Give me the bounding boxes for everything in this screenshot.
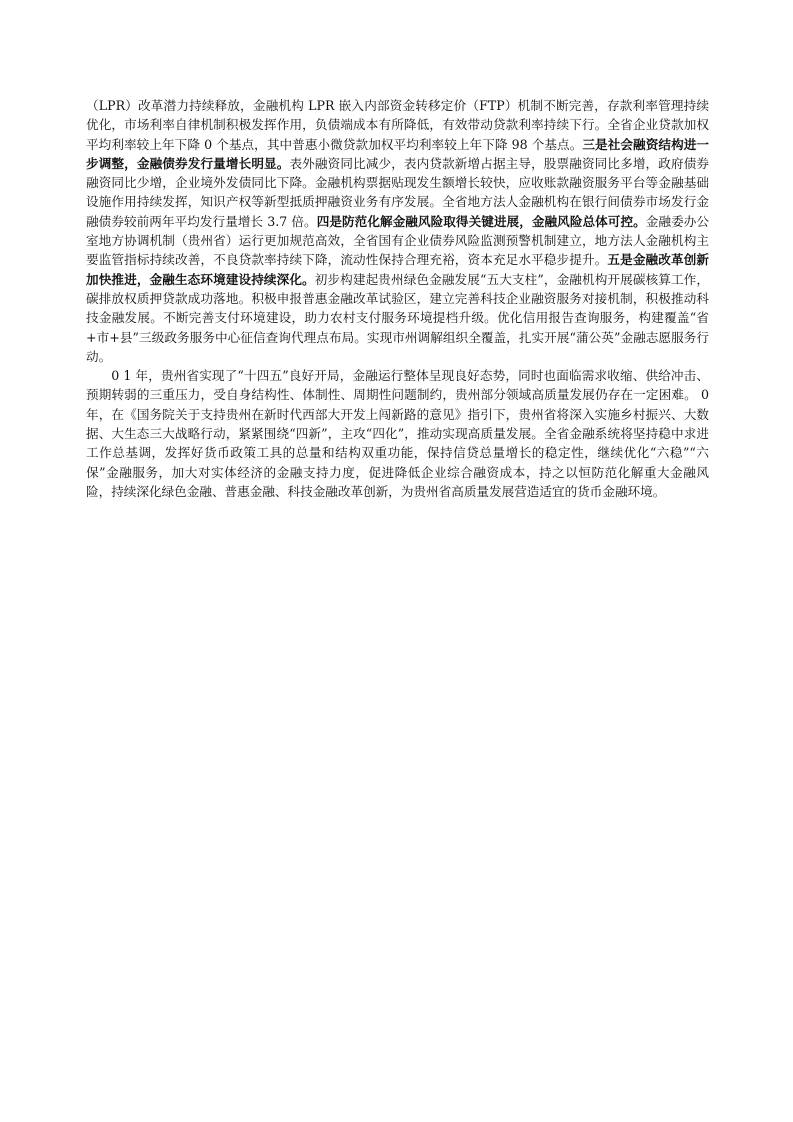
paragraph-1 — [86, 96, 709, 366]
paragraph-2: 0 1 年，贵州省实现了“十四五”良好开局，金融运行整体呈现良好态势，同时也面临需求收缩、供给冲击、预期转弱的三重压力，受自身结构性、体制性、周期性问题制约，贵州部分领域高质量发展仍存在一定困难。 0 年，在《国务院关于支持贵州在新时代西部大开发上闯新路的意见》指引下，贵州省将深入实施乡村振兴、大数据、大生态三大战略行动，紧紧围绕“四新”，主攻“四化”，推动实现高质量发展。全省金融系统将坚持稳中求进工作总基调，发挥好货币政策工具的总量和结构双重功能，保持信贷总量增长的稳定性，继续优化“六稳”“六保”金融服务，加大对实体经济的金融支持力度，促进降低企业综合融资成本，持之以恒防范化解重大金融风险，持续深化绿色金融、普惠金融、科技金融改革创新，为贵州省高质量发展营造适宜的货币金融环境。 — [86, 368, 709, 499]
body-text — [86, 96, 709, 501]
heading-point-four: 四是防范化解金融风险取得关键进展，金融风险总体可控。 — [316, 213, 646, 229]
heading-point-three: 三是社会融资结构进一步调整，金融债券发行量增长明显。 — [86, 136, 709, 171]
heading-point-five: 五是金融改革创新加快推进，金融生态环境建设持续深化。 — [86, 252, 710, 287]
paragraph-1-segment-4: 初步构建起贵州绿色金融发展“五大支柱”，金融机构开展碳核算工作，碳排放权质押贷款成功落地。积极申报普惠金融改革试验区，建立完善科技企业融资服务对接机制，积极推动科技金融发展。不断完善支付环境建设，助力农村支付服务环境提档升级。优化信用报告查询服务，构建覆盖“省+市+县”三级政务服务中心征信查询代理点布局。实现市州调解组织全覆盖，扎实开展“蒲公英”金融志愿服务行动。 — [86, 271, 709, 364]
paragraph-1-segment-3: 金融委办公室地方协调机制（贵州省）运行更加规范高效，全省国有企业债券风险监测预警机制建立，地方法人金融机构主要监管指标持续改善，不良贷款率持续下降，流动性保持合理充裕，资本充足水平稳步提升。 — [86, 213, 710, 268]
paragraph-1-segment-1: （LPR）改革潜力持续释放，金融机构 LPR 嵌入内部资金转移定价（FTP）机制不断完善，存款利率管理持续优化，市场利率自律机制积极发挥作用，负债端成本有所降低，有效带动贷款利率持续下行。全省企业贷款加权平均利率较上年下降 0 个基点，其中普惠小微贷款加权平均利率较上年下降 98 个基点。 — [86, 98, 709, 152]
paragraph-1-segment-2: 表外融资同比减少，表内贷款新增占据主导，股票融资同比多增，政府债券融资同比少增，企业境外发债同比下降。金融机构票据贴现发生额增长较快，应收账款融资服务平台等金融基础设施作用持续发挥，知识产权等新型抵质押融资业务有序发展。全省地方法人金融机构在银行间债券市场发行金融债券较前两年平均发行量增长 3.7 倍。 — [86, 155, 709, 229]
